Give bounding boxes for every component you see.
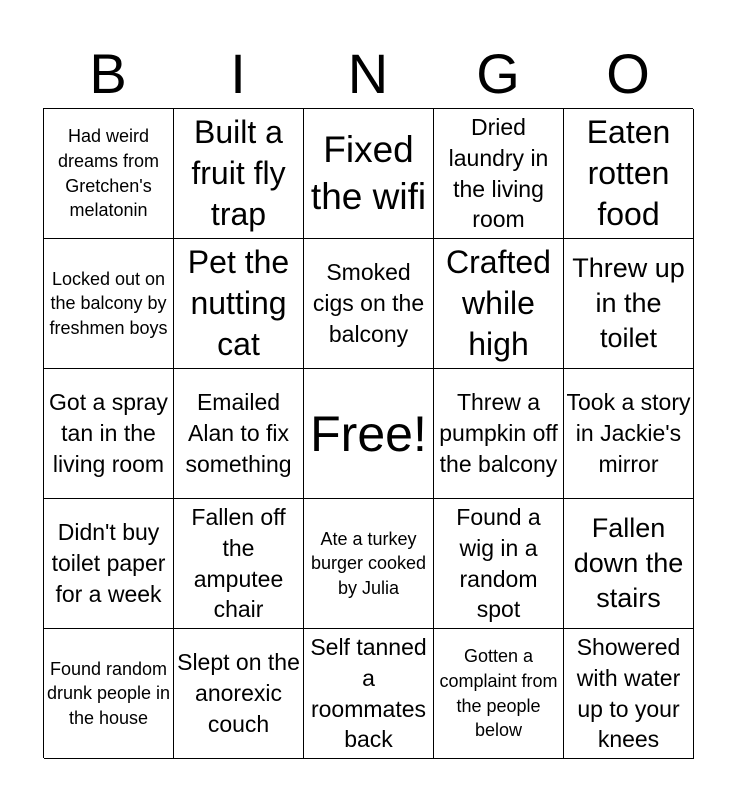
- bingo-board: [43, 108, 693, 758]
- header-letter-i: I: [230, 42, 246, 105]
- bingo-cell-text: Fixed the wifi: [310, 128, 427, 217]
- bingo-cell-text: Locked out on the balcony by freshmen boys: [49, 268, 168, 338]
- bingo-header: [43, 40, 693, 108]
- bingo-cell[interactable]: [434, 109, 564, 239]
- bingo-cell-text: Ate a turkey burger cooked by Julia: [310, 528, 427, 598]
- bingo-cell[interactable]: [564, 629, 694, 759]
- bingo-cell-text: Got a spray tan in the living room: [49, 389, 168, 477]
- bingo-cell[interactable]: [304, 239, 434, 369]
- bingo-cell[interactable]: [434, 369, 564, 499]
- bingo-cell[interactable]: [434, 629, 564, 759]
- bingo-cell[interactable]: [564, 369, 694, 499]
- bingo-cell-text: Found a wig in a random spot: [456, 503, 541, 623]
- bingo-cell[interactable]: [174, 369, 304, 499]
- bingo-cell-text: Found random drunk people in the house: [46, 658, 171, 728]
- bingo-cell-text: Fallen off the amputee chair: [191, 503, 286, 623]
- header-letter-o: O: [606, 42, 650, 105]
- bingo-cell-text: Fallen down the stairs: [573, 512, 684, 614]
- bingo-cell-text: Took a story in Jackie's mirror: [566, 389, 691, 477]
- header-letter-g: G: [476, 42, 520, 105]
- bingo-cell[interactable]: [304, 499, 434, 629]
- bingo-cell[interactable]: [44, 629, 174, 759]
- bingo-cell[interactable]: [174, 239, 304, 369]
- bingo-cell-text: Showered with water up to your knees: [576, 633, 681, 753]
- bingo-cell-text: Built a fruit fly trap: [191, 114, 286, 232]
- bingo-cell-text: Eaten rotten food: [586, 114, 671, 232]
- bingo-cell[interactable]: [434, 239, 564, 369]
- bingo-cell-text: Pet the nutting cat: [187, 244, 290, 362]
- bingo-cell[interactable]: [44, 109, 174, 239]
- bingo-cell-text: Threw up in the toilet: [572, 252, 685, 354]
- bingo-cell-text: Emailed Alan to fix something: [185, 389, 292, 477]
- bingo-cell[interactable]: [304, 629, 434, 759]
- bingo-cell[interactable]: [564, 499, 694, 629]
- bingo-cell[interactable]: [564, 239, 694, 369]
- bingo-cell[interactable]: [174, 499, 304, 629]
- header-letter-n: N: [347, 42, 389, 105]
- bingo-cell-text: Free!: [310, 405, 427, 462]
- bingo-cell[interactable]: [434, 499, 564, 629]
- bingo-cell[interactable]: [44, 499, 174, 629]
- bingo-cell[interactable]: [304, 109, 434, 239]
- bingo-cell[interactable]: [44, 239, 174, 369]
- bingo-cell-text: Dried laundry in the living room: [448, 113, 549, 233]
- bingo-cell[interactable]: [174, 109, 304, 239]
- bingo-cell[interactable]: [174, 629, 304, 759]
- bingo-cell-text: Gotten a complaint from the people below: [439, 646, 558, 741]
- bingo-cell-text: Smoked cigs on the balcony: [312, 259, 425, 347]
- bingo-cell[interactable]: [564, 109, 694, 239]
- bingo-cell-text: Threw a pumpkin off the balcony: [439, 389, 558, 477]
- bingo-cell-text: Slept on the anorexic couch: [177, 649, 300, 737]
- bingo-cell-text: Didn't buy toilet paper for a week: [51, 519, 166, 607]
- free-space-cell[interactable]: [304, 369, 434, 499]
- bingo-cell-text: Crafted while high: [446, 244, 551, 362]
- bingo-cell-text: Had weird dreams from Gretchen's melatonin: [57, 126, 160, 221]
- bingo-cell-text: Self tanned a roommates back: [310, 633, 427, 753]
- header-letter-b: B: [89, 42, 127, 105]
- bingo-cell[interactable]: [44, 369, 174, 499]
